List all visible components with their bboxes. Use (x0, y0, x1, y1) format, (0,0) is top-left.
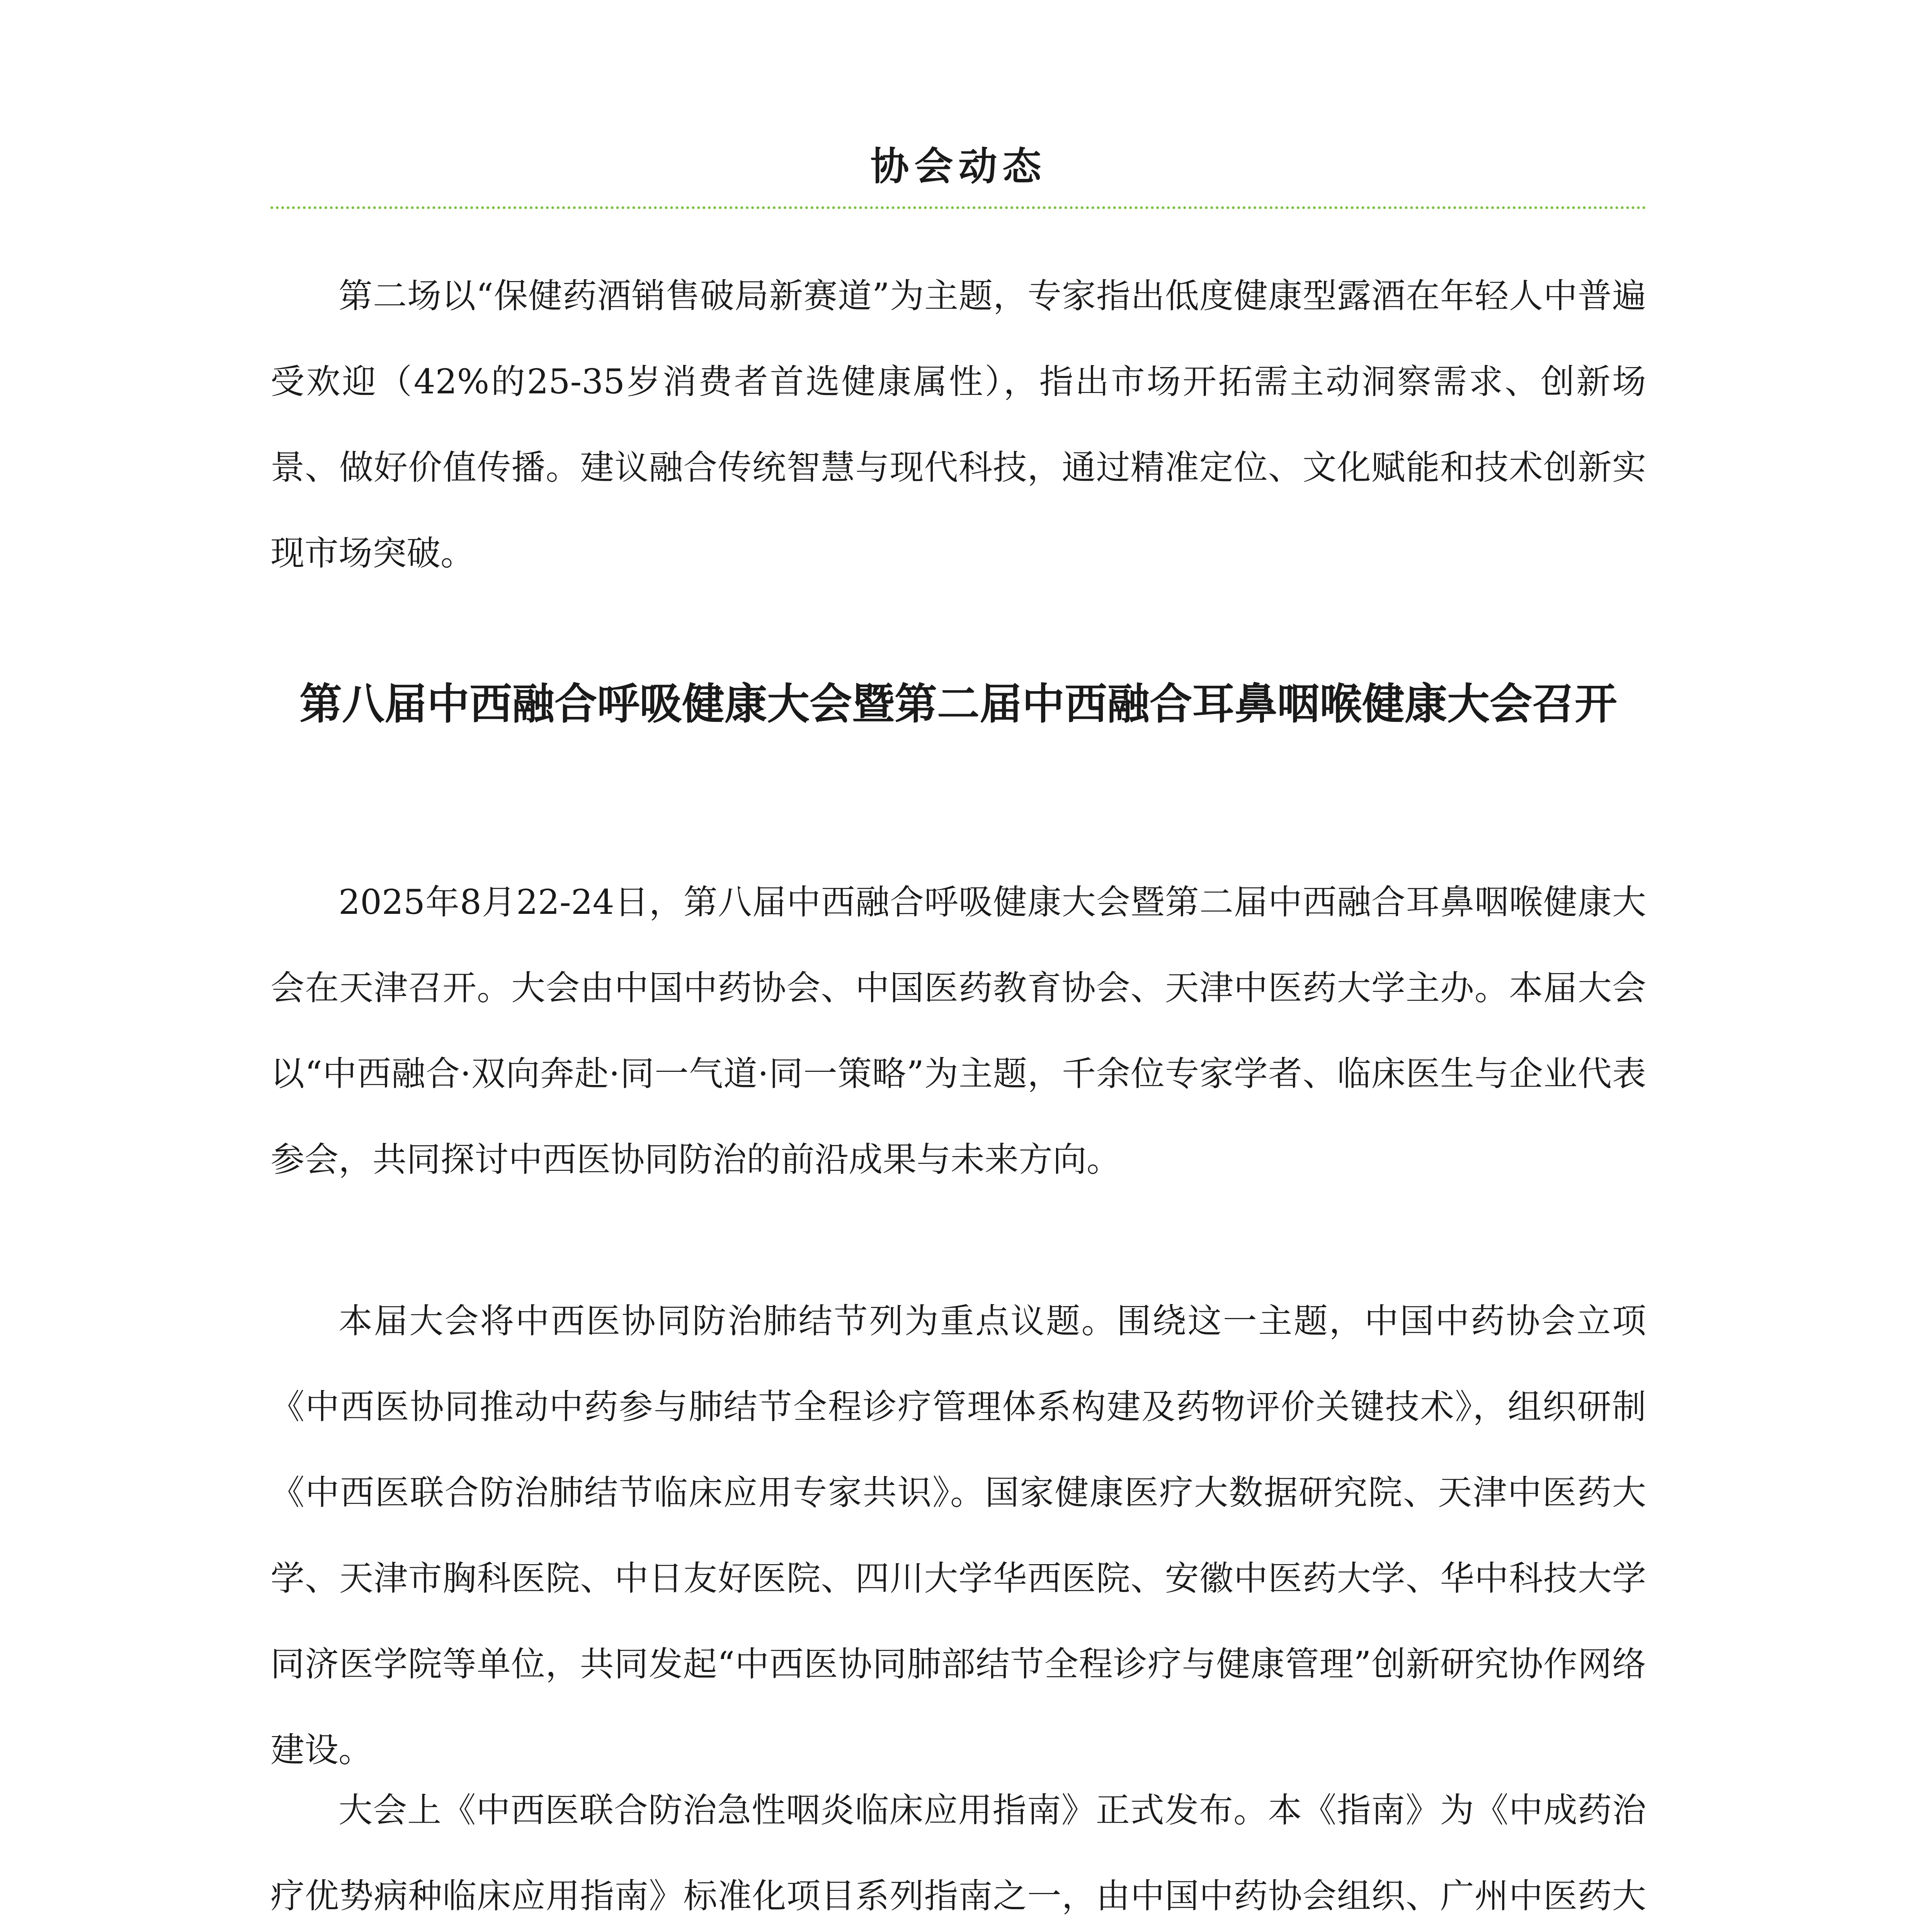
intro-paragraph: 第二场以“保健药酒销售破局新赛道”为主题，专家指出低度健康型露酒在年轻人中普遍受欢迎（42%的25-35岁消费者首选健康属性），指出市场开拓需主动洞察需求、创新场景、做好价值传播。建议融合传统智慧与现代科技，通过精准定位、文化赋能和技术创新实现市场突破。 (270, 276, 1646, 573)
article-title: 第八届中西融合呼吸健康大会暨第二届中西融合耳鼻咽喉健康大会召开 (299, 679, 1617, 729)
article-paragraph-1: 2025年8月22-24日，第八届中西融合呼吸健康大会暨第二届中西融合耳鼻咽喉健康大会在天津召开。大会由中国中药协会、中国医药教育协会、天津中医药大学主办。本届大会以“中西融合·双向奔赴·同一气道·同一策略”为主题，千余位专家学者、临床医生与企业代表参会，共同探讨中西医协同防治的前沿成果与未来方向。 (270, 882, 1646, 1179)
article-paragraph-2: 本届大会将中西医协同防治肺结节列为重点议题。围绕这一主题，中国中药协会立项《中西医协同推动中药参与肺结节全程诊疗管理体系构建及药物评价关键技术》，组织研制《中西医联合防治肺结节临床应用专家共识》。国家健康医疗大数据研究院、天津中医药大学、天津市胸科医院、中日友好医院、四川大学华西医院、安徽中医药大学、华中科技大学同济医学院等单位，共同发起“中西医协同肺部结节全程诊疗与健康管理”创新研究协作网络建设。 (270, 1301, 1646, 1770)
header-section-title: 协会动态 (870, 143, 1047, 189)
article-paragraph-3: 大会上《中西医联合防治急性咽炎临床应用指南》正式发布。本《指南》为《中成药治疗优势病种临床应用指南》标准化项目系列指南之一，由中国中药协会组织、广州中医药大 (270, 1790, 1646, 1916)
header-divider (270, 206, 1646, 209)
